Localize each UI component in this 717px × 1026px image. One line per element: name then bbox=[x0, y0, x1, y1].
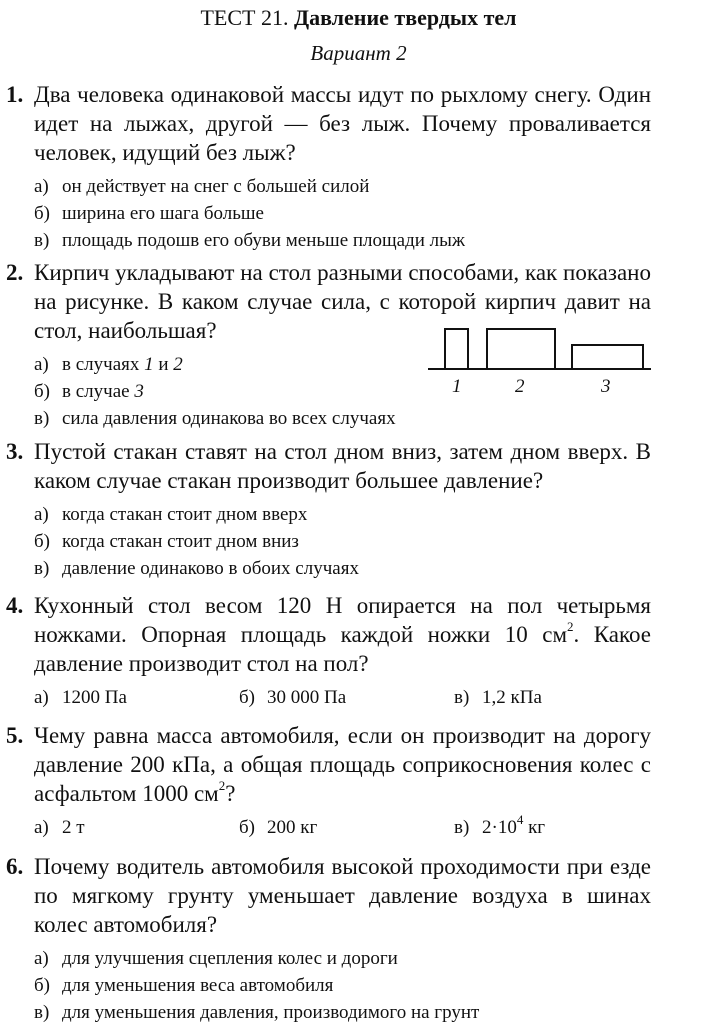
option-b[interactable]: б) 30 000 Па bbox=[239, 687, 347, 708]
question-text: Пустой стакан ставят на стол дном вниз, затем дном вверх. В каком случае стакан производит большее давление? bbox=[34, 439, 651, 493]
question-text: Кирпич укладывают на стол разными способами, как показано на рисунке. В каком случае сила, с которой кирпич давит на стол, наибольшая? bbox=[34, 260, 651, 343]
brick-3 bbox=[571, 344, 644, 370]
question-3 bbox=[6, 437, 651, 582]
option-c[interactable]: в) 1,2 кПа bbox=[454, 687, 542, 708]
option-a[interactable]: а) для улучшения сцепления колес и дороги bbox=[34, 948, 398, 969]
figure-label-1: 1 bbox=[452, 376, 462, 397]
option-b[interactable]: б) ширина его шага больше bbox=[34, 203, 264, 224]
option-b[interactable]: б) 200 кг bbox=[239, 817, 318, 838]
question-6 bbox=[6, 852, 651, 1026]
question-number: 3. bbox=[6, 439, 24, 464]
table-surface bbox=[428, 368, 651, 370]
answer-options bbox=[34, 501, 651, 582]
question-5 bbox=[6, 721, 651, 841]
question-1 bbox=[6, 80, 651, 254]
brick-figure bbox=[428, 324, 653, 400]
test-number: ТЕСТ 21. bbox=[200, 5, 289, 30]
question-number: 5. bbox=[6, 723, 24, 748]
figure-label-2: 2 bbox=[515, 376, 525, 397]
question-text: Кухонный стол весом 120 Н опирается на пол четырьмя ножками. Опорная площадь каждой ножки 10 $см^2$. Какое давление производит стол на пол? bbox=[34, 593, 651, 676]
figure-label-3: 3 bbox=[601, 376, 611, 397]
test-title bbox=[0, 5, 717, 31]
variant-label: Вариант 2 bbox=[310, 41, 407, 65]
answer-options bbox=[34, 811, 651, 841]
answer-options bbox=[34, 173, 651, 254]
option-b[interactable]: б) для уменьшения веса автомобиля bbox=[34, 975, 334, 996]
option-a[interactable]: а) когда стакан стоит дном вверх bbox=[34, 504, 308, 525]
question-4 bbox=[6, 591, 651, 711]
answer-options bbox=[34, 684, 651, 711]
option-b[interactable]: б) в случае 3 bbox=[34, 381, 144, 402]
question-number: 4. bbox=[6, 593, 24, 618]
option-a[interactable]: а) он действует на снег с большей силой bbox=[34, 176, 370, 197]
question-text: Чему равна масса автомобиля, если он производит на дорогу давление 200 кПа, а общая площадь соприкосновения колес с асфальтом 1000 $см^2$? bbox=[34, 723, 651, 806]
question-text: Почему водитель автомобиля высокой проходимости при езде по мягкому грунту уменьшает давление воздуха в шинах колес автомобиля? bbox=[34, 854, 651, 937]
brick-1 bbox=[444, 328, 469, 370]
test-topic: Давление твердых тел bbox=[293, 5, 517, 30]
option-a[interactable]: а) 1200 Па bbox=[34, 687, 127, 708]
question-text: Два человека одинаковой массы идут по рыхлому снегу. Один идет на лыжах, другой — без лыж. Почему проваливается человек, идущий без лыж? bbox=[34, 82, 651, 165]
option-c[interactable]: в) давление одинаково в обоих случаях bbox=[34, 558, 359, 579]
question-number: 2. bbox=[6, 260, 24, 285]
option-b[interactable]: б) когда стакан стоит дном вниз bbox=[34, 531, 299, 552]
option-a[interactable]: а) в случаях 1 и 2 bbox=[34, 354, 183, 375]
option-c[interactable]: в) сила давления одинакова во всех случаях bbox=[34, 408, 396, 429]
option-a[interactable]: а) 2 т bbox=[34, 817, 85, 838]
question-number: 6. bbox=[6, 854, 24, 879]
option-c[interactable]: в) $2\cdot 10^4$ кг bbox=[454, 811, 546, 838]
option-c[interactable]: в) площадь подошв его обуви меньше площади лыж bbox=[34, 230, 466, 251]
brick-2 bbox=[486, 328, 556, 370]
question-number: 1. bbox=[6, 82, 24, 107]
option-c[interactable]: в) для уменьшения давления, производимого на грунт bbox=[34, 1002, 480, 1023]
answer-options bbox=[34, 945, 651, 1026]
